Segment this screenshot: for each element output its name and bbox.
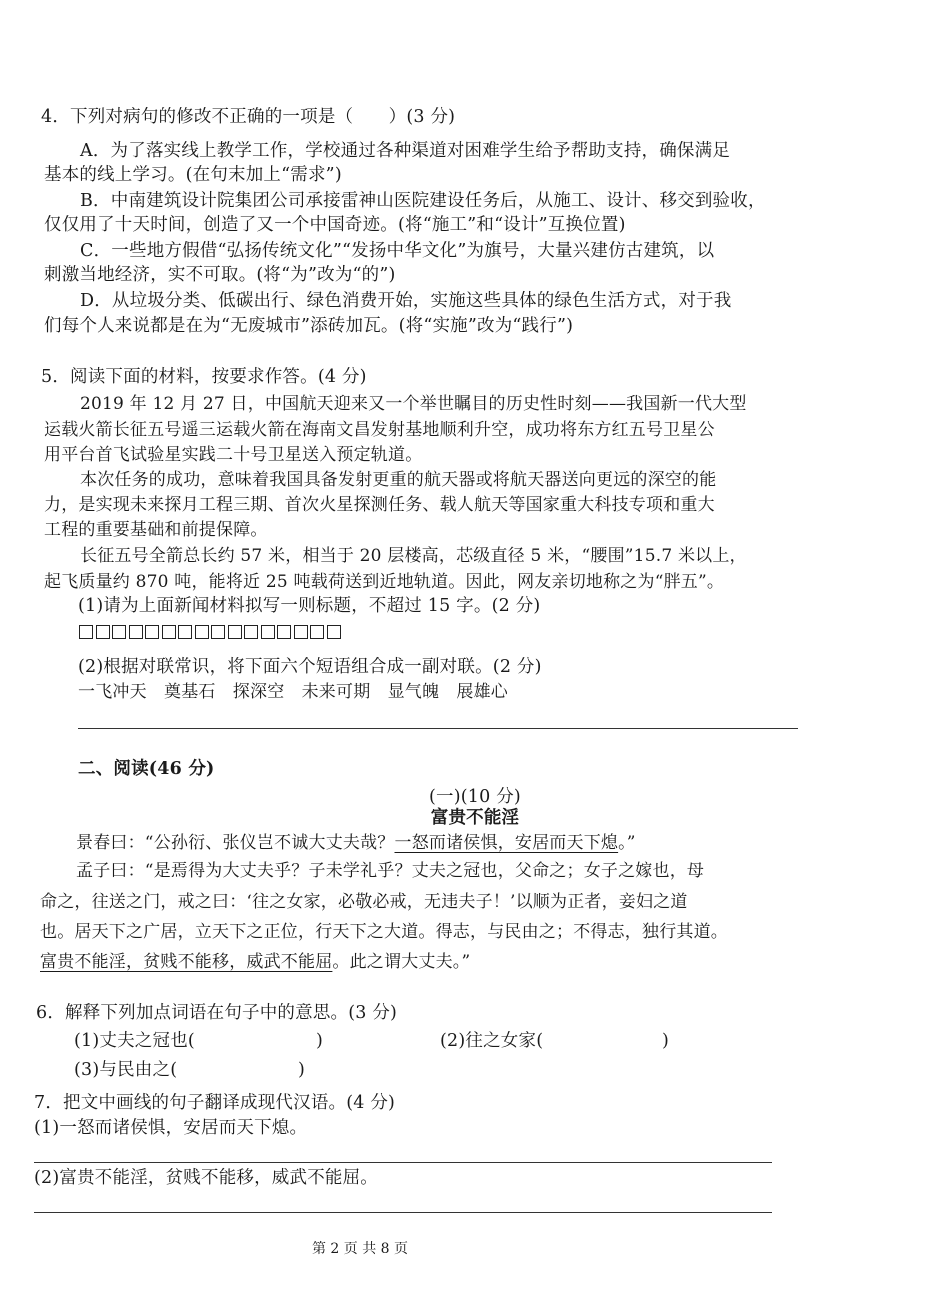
couplet-phrases: 一飞冲天 奠基石 探深空 未来可期 显气魄 展雄心 (78, 682, 508, 702)
answer-box[interactable] (195, 625, 209, 639)
q4-option-a-line1: A．为了落实线上教学工作，学校通过各种渠道对困难学生给予帮助支持，确保满足 (80, 141, 731, 161)
passage-text: 。” (618, 833, 636, 853)
q5-paragraph2-line1: 本次任务的成功，意味着我国具备发射更重的航天器或将航天器送向更远的深空的能 (80, 470, 717, 490)
answer-box[interactable] (211, 625, 225, 639)
q4-option-c-line1: C．一些地方假借“弘扬传统文化”“发扬中华文化”为旗号，大量兴建仿古建筑，以 (80, 241, 715, 261)
q4-option-b-line1: B．中南建筑设计院集团公司承接雷神山医院建设任务后，从施工、设计、移交到验收， (80, 191, 766, 211)
answer-box[interactable] (228, 625, 242, 639)
answer-box[interactable] (96, 625, 110, 639)
q7-answer-line-2[interactable] (34, 1212, 772, 1213)
passage-text: 。此之谓大丈夫。” (332, 952, 471, 972)
q6-stem: 6．解释下列加点词语在句子中的意思。(3 分) (36, 1003, 398, 1023)
underlined-sentence-1: 一怒而诸侯惧，安居而天下熄 (394, 833, 619, 853)
q5-paragraph1-line2: 运载火箭长征五号遥三运载火箭在海南文昌发射基地顺利升空，成功将东方红五号卫星公 (44, 420, 715, 440)
answer-box[interactable] (162, 625, 176, 639)
q5-paragraph3-line2: 起飞质量约 870 吨，能将近 25 吨载荷送到近地轨道。因此，网友亲切地称之为“胖五”。 (44, 572, 725, 592)
q6-item3: (3)与民由之( (74, 1060, 178, 1080)
answer-box[interactable] (310, 625, 324, 639)
couplet-answer-line[interactable] (78, 728, 798, 729)
passage-title: 富贵不能淫 (430, 808, 520, 828)
q6-item1-close: ) (316, 1031, 324, 1051)
q6-item1: (1)丈夫之冠也( (74, 1031, 195, 1051)
part-heading: (一)(10 分) (429, 787, 521, 807)
q5-paragraph1-line3: 用平台首飞试验星实践二十号卫星送入预定轨道。 (44, 445, 423, 465)
q6-item2: (2)往之女家( (440, 1031, 544, 1051)
q4-option-d-line2: 们每个人来说都是在为“无废城市”添砖加瓦。(将“实施”改为“践行”) (44, 316, 574, 336)
title-answer-boxes[interactable] (79, 625, 342, 639)
answer-box[interactable] (145, 625, 159, 639)
answer-box[interactable] (129, 625, 143, 639)
passage-text: 景春曰：“公孙衍、张仪岂不诚大丈夫哉？ (76, 833, 395, 853)
q5-paragraph1-line1: 2019 年 12 月 27 日，中国航天迎来又一个举世瞩目的历史性时刻——我国新一代大型 (80, 394, 747, 414)
underlined-sentence-2: 富贵不能淫，贫贱不能移，威武不能屈 (40, 952, 333, 972)
answer-box[interactable] (244, 625, 258, 639)
answer-box[interactable] (261, 625, 275, 639)
answer-box[interactable] (277, 625, 291, 639)
passage-line1 (76, 832, 636, 854)
q4-option-a-line2: 基本的线上学习。(在句末加上“需求”) (44, 165, 342, 185)
q5-paragraph3-line1: 长征五号全箭总长约 57 米，相当于 20 层楼高，芯级直径 5 米，“腰围”15.7 米以上， (80, 546, 747, 566)
q4-option-c-line2: 刺激当地经济，实不可取。(将“为”改为“的”) (44, 265, 396, 285)
q7-answer-line-1[interactable] (34, 1162, 772, 1163)
answer-box[interactable] (178, 625, 192, 639)
answer-box[interactable] (294, 625, 308, 639)
q5-stem: 5．阅读下面的材料，按要求作答。(4 分) (41, 367, 367, 387)
q4-option-d-line1: D．从垃圾分类、低碳出行、绿色消费开始，实施这些具体的绿色生活方式，对于我 (80, 291, 732, 311)
q5-paragraph2-line3: 工程的重要基础和前提保障。 (44, 520, 268, 540)
q4-option-b-line2: 仅仅用了十天时间，创造了又一个中国奇迹。(将“施工”和“设计”互换位置) (44, 215, 626, 235)
passage-line4: 也。居天下之广居，立天下之正位，行天下之大道。得志，与民由之；不得志，独行其道。 (40, 922, 728, 942)
page-footer: 第 2 页 共 8 页 (311, 1241, 409, 1257)
passage-line2: 孟子曰：“是焉得为大丈夫乎？子未学礼乎？丈夫之冠也，父命之；女子之嫁也，母 (76, 861, 705, 881)
passage-line5 (40, 951, 470, 973)
q5-sub2-prompt: (2)根据对联常识，将下面六个短语组合成一副对联。(2 分) (78, 657, 542, 677)
answer-box[interactable] (327, 625, 341, 639)
q7-stem: 7．把文中画线的句子翻译成现代汉语。(4 分) (34, 1093, 396, 1113)
q6-item3-close: ) (298, 1060, 306, 1080)
section-heading: 二、阅读(46 分) (78, 759, 215, 779)
q6-item2-close: ) (662, 1031, 670, 1051)
q7-sentence2: (2)富贵不能淫，贫贱不能移，威武不能屈。 (34, 1168, 378, 1188)
answer-box[interactable] (112, 625, 126, 639)
q7-sentence1: (1)一怒而诸侯惧，安居而天下熄。 (34, 1118, 308, 1138)
answer-box[interactable] (79, 625, 93, 639)
q5-sub1-prompt: (1)请为上面新闻材料拟写一则标题，不超过 15 字。(2 分) (78, 596, 541, 616)
q4-stem: 4．下列对病句的修改不正确的一项是（ ）(3 分) (41, 107, 456, 127)
q5-paragraph2-line2: 力，是实现未来探月工程三期、首次火星探测任务、载人航天等国家重大科技专项和重大 (44, 495, 715, 515)
passage-line3: 命之，往送之门，戒之曰：‘往之女家，必敬必戒，无违夫子！’以顺为正者，妾妇之道 (40, 892, 688, 912)
